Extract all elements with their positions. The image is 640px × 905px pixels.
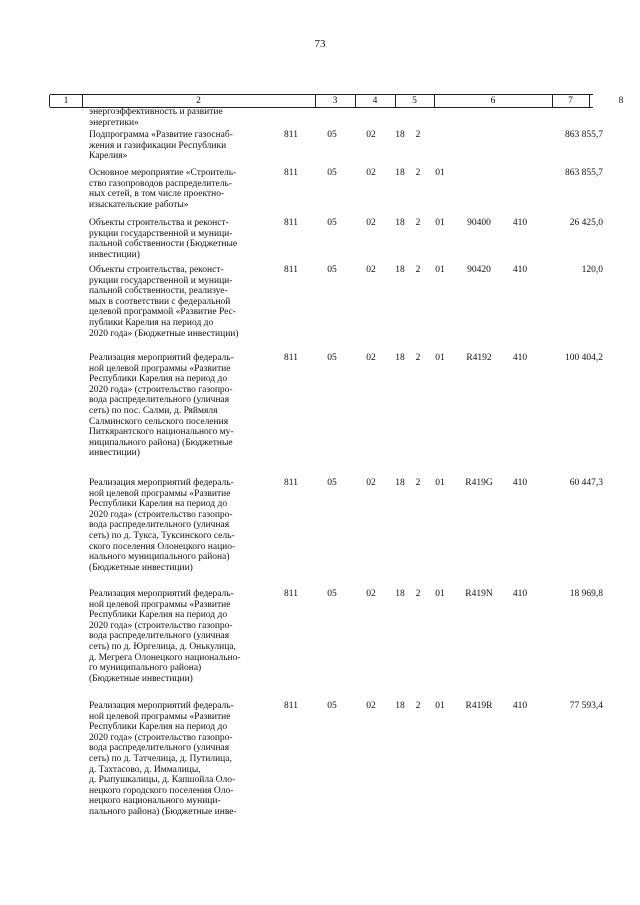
row-col-3: 811 [284, 130, 298, 140]
row-description: Объекты строительства и реконст- рукции государственной и муници- пальной собственности (Бюджетные инвестиции) [89, 218, 238, 260]
row-col-5: 02 [366, 130, 376, 140]
row-col-6-a: 18 [395, 218, 405, 228]
row-col-6-a: 18 [395, 265, 405, 275]
row-col-4: 05 [327, 218, 337, 228]
row-col-6-b: 2 [415, 353, 421, 363]
row-col-6-a: 18 [395, 478, 405, 488]
row-col-8: 60 447,3 [569, 478, 603, 488]
row-col-5: 02 [366, 353, 376, 363]
row-col-7: 410 [512, 265, 528, 275]
row-col-4: 05 [327, 353, 337, 363]
row-col-8: 100 404,2 [565, 353, 603, 363]
row-description: Подпрограмма «Развитие газоснаб- жения и газификации Республики Карелия» [89, 130, 233, 162]
row-col-6-a: 18 [395, 701, 405, 711]
row-col-6-b: 2 [415, 218, 421, 228]
row-col-5: 02 [366, 701, 376, 711]
row-col-8: 863 855,7 [565, 168, 603, 178]
row-col-4: 05 [327, 265, 337, 275]
row-col-6-c: 01 [435, 168, 445, 178]
row-col-4: 05 [327, 701, 337, 711]
table-header [50, 94, 624, 108]
row-col-6-a: 18 [395, 353, 405, 363]
row-col-4: 05 [327, 130, 337, 140]
row-description: Объекты строительства, реконст- рукции государственной и муници- пальной собственности, реализуе- мых в соответствии с федеральной целевой программой «Развитие Рес- публики Карелия на период до 2020 года» (Бюджетные инвестиции) [89, 265, 239, 339]
row-description: Реализация мероприятий федераль- ной целевой программы «Развитие Республики Карелия на период до 2020 года» (строительство газопро- вода распределительного (уличная сеть) по д. Татчелица, д. Путилица, д. Тахтасово, д. Иммалицы, д. Рыпушкалицы, д. Капшойла Оло- нецкого городского поселения Оло- нецкого национального муници- пального района) (Бюджетные инве- [89, 701, 237, 817]
row-col-6-c: 01 [435, 478, 445, 488]
header-col-6: 6 [490, 96, 496, 106]
header-col-3: 3 [332, 96, 338, 106]
row-description: Реализация мероприятий федераль- ной целевой программы «Развитие Республики Карелия на период до 2020 года» (строительство газопро- вода распределительного (уличная сеть) по д. Юргелица, д. Онькулица, д. Мегрега Олонецкого национально- го муниципального района) (Бюджетные инвестиции) [89, 589, 241, 684]
row-col-3: 811 [284, 168, 298, 178]
row-col-6-c: 01 [435, 589, 445, 599]
row-col-6-c: 01 [435, 701, 445, 711]
row-col-5: 02 [366, 265, 376, 275]
row-col-6-b: 2 [415, 589, 421, 599]
row-col-7: 410 [512, 353, 528, 363]
page-number: 73 [314, 38, 326, 50]
row-col-7: 410 [512, 589, 528, 599]
row-col-8: 863 855,7 [565, 130, 603, 140]
row-col-8: 120,0 [581, 265, 603, 275]
row-col-6-d: 90400 [467, 218, 491, 228]
row-description: Основное мероприятие «Строитель- ство газопроводов распределитель- ных сетей, в том числе проектно- изыскательские работы» [89, 168, 237, 210]
row-col-6-c: 01 [435, 218, 445, 228]
row-description: энергоэффективность и развитие энергетики» [89, 107, 223, 128]
row-col-6-d: R419G [465, 478, 493, 488]
row-col-6-b: 2 [415, 168, 421, 178]
row-col-6-a: 18 [395, 168, 405, 178]
header-col-7: 7 [568, 96, 573, 106]
row-col-6-d: 90420 [467, 265, 491, 275]
row-col-8: 26 425,0 [569, 218, 603, 228]
row-description: Реализация мероприятий федераль- ной целевой программы «Развитие Республики Карелия на период до 2020 года» (строительство газопро- вода распределительного (уличная сеть) по пос. Салми, д. Ряймяля Салминского сельского поселения Питкярантского национального му- ниципального района) (Бюджетные инвестиции) [89, 353, 234, 459]
header-col-2: 2 [196, 96, 201, 106]
row-col-6-c: 01 [435, 265, 445, 275]
row-col-3: 811 [284, 589, 298, 599]
row-col-8: 18 969,8 [569, 589, 603, 599]
row-col-6-a: 18 [395, 589, 405, 599]
header-col-5: 5 [412, 96, 417, 106]
header-col-4: 4 [372, 96, 378, 106]
row-col-5: 02 [366, 218, 376, 228]
row-col-4: 05 [327, 478, 337, 488]
row-col-6-c: 01 [435, 353, 445, 363]
row-col-8: 77 593,4 [569, 701, 603, 711]
header-col-1: 1 [63, 96, 69, 106]
row-col-3: 811 [284, 218, 298, 228]
row-col-7: 410 [512, 478, 528, 488]
row-col-3: 811 [284, 701, 298, 711]
row-col-6-a: 18 [395, 130, 405, 140]
row-col-6-b: 2 [415, 701, 421, 711]
row-col-6-d: R419R [465, 701, 493, 711]
row-col-7: 410 [512, 701, 528, 711]
row-col-3: 811 [284, 478, 298, 488]
row-col-5: 02 [366, 478, 376, 488]
row-description: Реализация мероприятий федераль- ной целевой программы «Развитие Республики Карелия на период до 2020 года» (строительство газопро- вода распределительного (уличная сеть) по д. Тукса, Туксинского сель- ского поселения Олонецкого нацио- нального муниципального района) (Бюджетные инвестиции) [89, 478, 236, 573]
row-col-6-b: 2 [415, 478, 421, 488]
row-col-4: 05 [327, 168, 337, 178]
header-col-8: 8 [618, 96, 624, 106]
row-col-6-b: 2 [415, 130, 421, 140]
row-col-6-b: 2 [415, 265, 421, 275]
row-col-3: 811 [284, 265, 298, 275]
row-col-6-d: R4192 [466, 353, 492, 363]
row-col-5: 02 [366, 168, 376, 178]
row-col-3: 811 [284, 353, 298, 363]
row-col-6-d: R419N [465, 589, 493, 599]
row-col-7: 410 [512, 218, 528, 228]
row-col-5: 02 [366, 589, 376, 599]
row-col-4: 05 [327, 589, 337, 599]
